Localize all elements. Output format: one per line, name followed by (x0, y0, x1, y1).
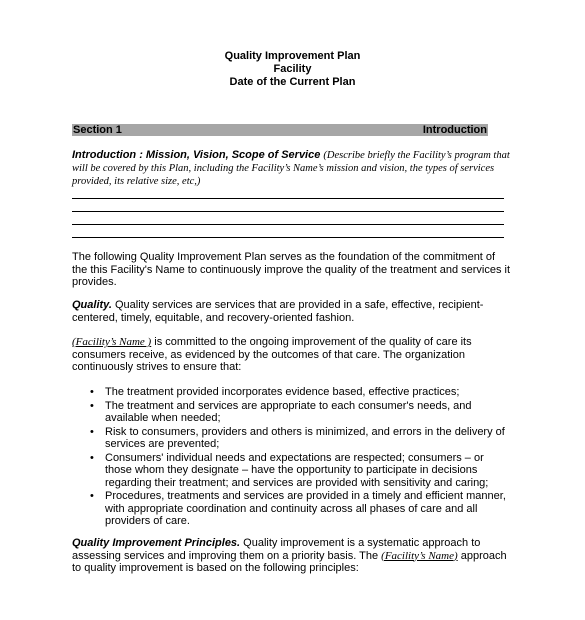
plan-date-label: Date of the Current Plan (229, 76, 356, 88)
blank-line (72, 211, 504, 212)
quality-criteria-list (88, 386, 508, 529)
list-item (88, 400, 508, 425)
bullet-icon: • (90, 425, 94, 438)
list-item-text: The treatment and services are appropriate to each consumer's needs, and available when needed; (105, 399, 472, 424)
facility-name-placeholder: (Facility’s Name ) (72, 336, 152, 348)
document-title: Quality Improvement Plan (224, 50, 361, 62)
facility-label: Facility (273, 63, 312, 75)
bullet-icon: • (90, 490, 94, 502)
list-item (88, 386, 508, 399)
principles-text: approach to quality improvement is based on the following principles: (72, 549, 507, 574)
list-item-text: Consumers' individual needs and expectations are respected; consumers – or those whom they designate – have the opportunity to participate in decisions regarding their treatment; and services are provided with sensitivity and caring; (105, 451, 489, 489)
bullet-icon: • (90, 399, 94, 412)
principles-label: Quality Improvement Principles. (72, 537, 241, 549)
facility-name-placeholder: (Facility’s Name) (381, 549, 458, 562)
blank-line (72, 224, 504, 225)
bullet-icon: • (90, 451, 94, 464)
bullet-icon: • (90, 386, 94, 398)
section-number: Section 1 (73, 124, 122, 136)
list-item (88, 452, 508, 490)
blank-line (72, 237, 504, 238)
quality-paragraph (72, 299, 512, 324)
list-item (88, 426, 508, 451)
foundation-paragraph: The following Quality Improvement Plan serves as the foundation of the commitment of the this Facility's Name to continuously improve the quality of the treatment and services it provides. (72, 251, 511, 288)
section-header-bar (72, 124, 488, 136)
principles-paragraph (72, 537, 512, 575)
principles-text: Quality improvement is a systematic approach to assessing services and improving them on a priority basis. The (72, 537, 481, 562)
list-item-text: Procedures, treatments and services are provided in a timely and efficient manner, with appropriate coordination and continuity across all phases of care and all providers of care. (105, 490, 506, 527)
intro-instructions: (Describe briefly the Facility’s program that will be covered by this Plan, including the Facility’s Name’s mission and vision, the types of services provided, its relative size, etc,) (72, 150, 510, 187)
quality-label: Quality. (72, 299, 112, 311)
list-item (88, 490, 508, 528)
list-item-text: The treatment provided incorporates evidence based, effective practices; (105, 386, 460, 398)
quality-text: Quality services are services that are provided in a safe, effective, recipient-centered, timely, equitable, and recovery-oriented fashion. (72, 299, 484, 324)
intro-heading: Introduction : Mission, Vision, Scope of Service (72, 149, 321, 161)
list-item-text: Risk to consumers, providers and others is minimized, and errors in the delivery of services are prevented; (105, 425, 505, 450)
commitment-text: is committed to the ongoing improvement of the quality of care its consumers receive, as evidenced by the outcomes of that care. The organization continuously strives to ensure that: (72, 336, 472, 373)
section-title: Introduction (422, 124, 487, 136)
intro-heading-block (72, 149, 512, 188)
commitment-paragraph (72, 336, 512, 374)
blank-line (72, 198, 504, 199)
